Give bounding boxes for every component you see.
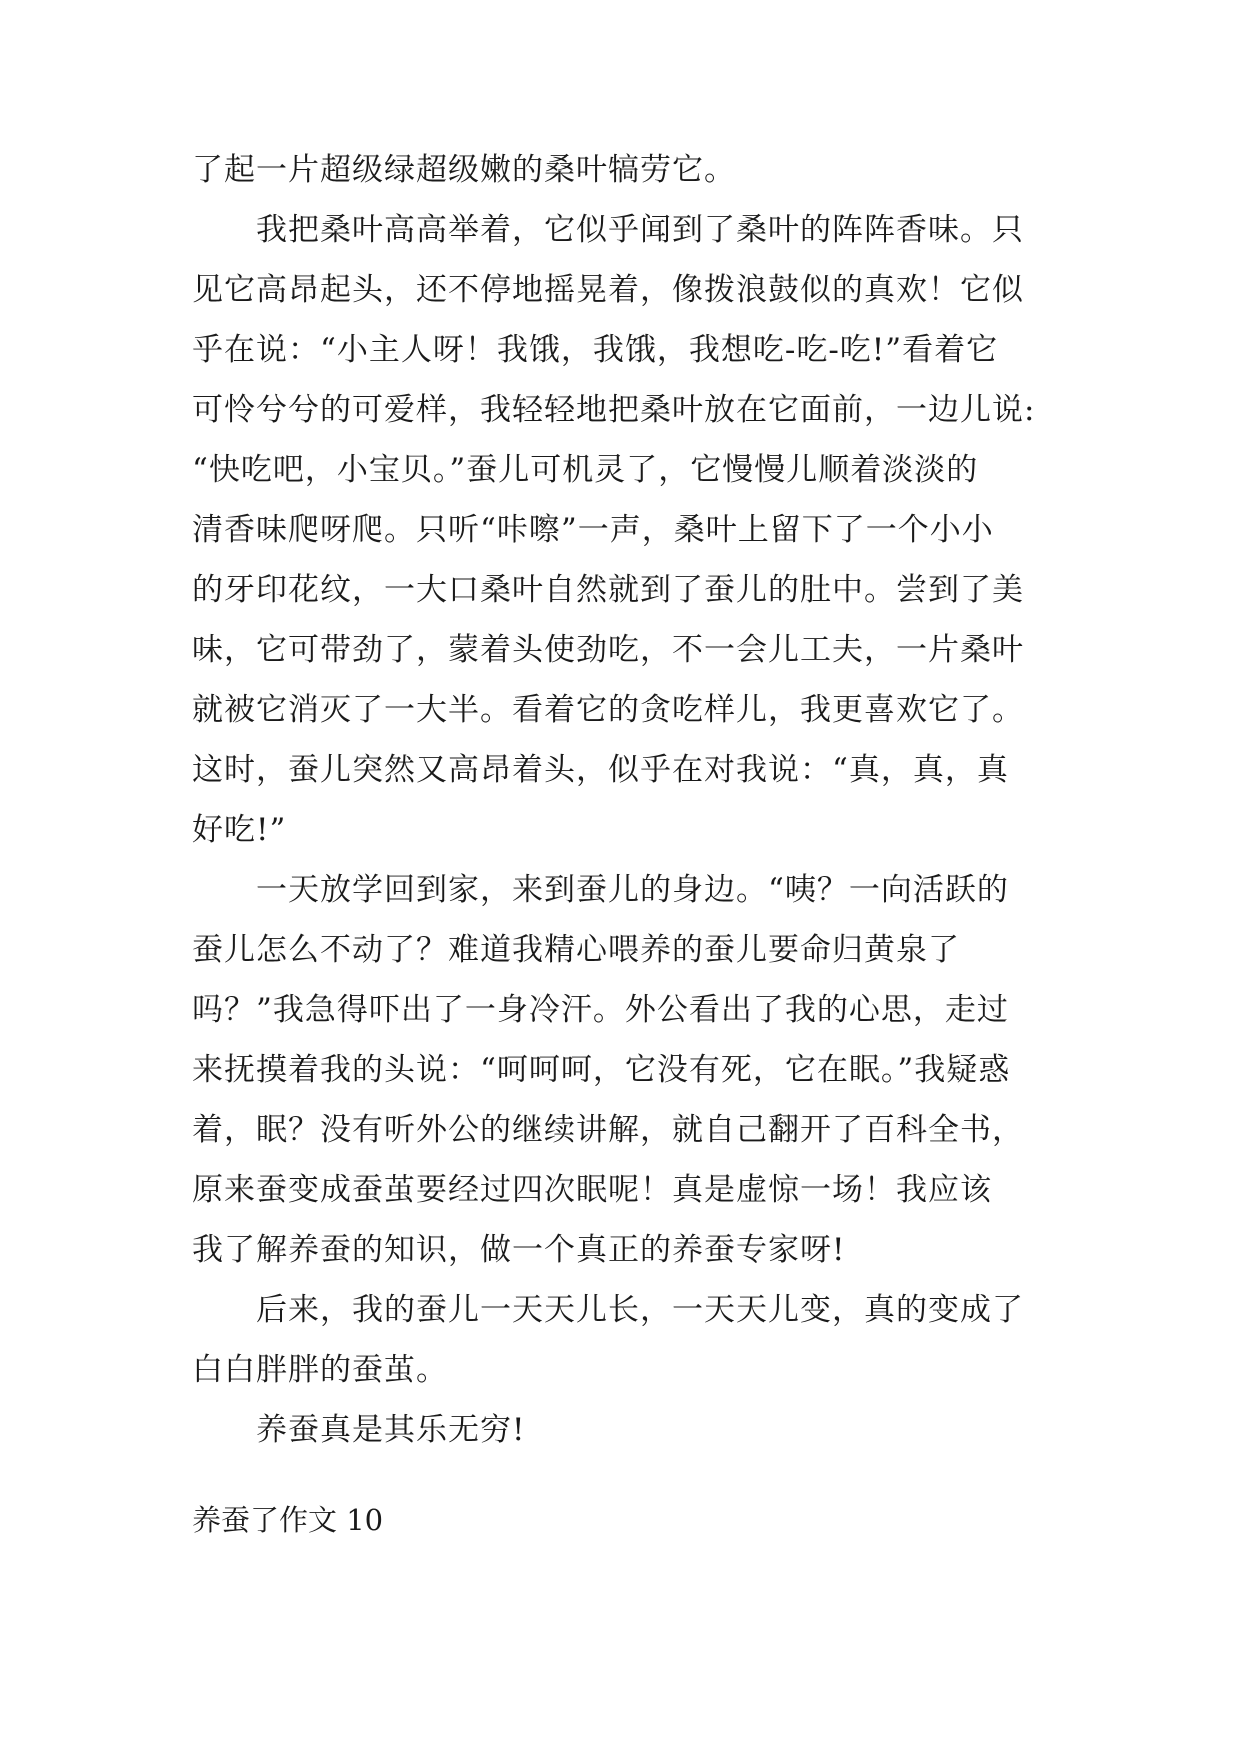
text-line: 见它高昂起头，还不停地摇晃着，像拨浪鼓似的真欢！它似 xyxy=(192,272,1024,308)
text-line: 一天放学回到家，来到蚕儿的身边。“咦？一向活跃的 xyxy=(256,872,1009,908)
text-line: “快吃吧，小宝贝。”蚕儿可机灵了，它慢慢儿顺着淡淡的 xyxy=(192,452,979,488)
text-line: 了起一片超级绿超级嫩的桑叶犒劳它。 xyxy=(192,152,736,188)
text-line: 清香味爬呀爬。只听“咔嚓”一声，桑叶上留下了一个小小 xyxy=(192,512,994,548)
text-line: 来抚摸着我的头说：“呵呵呵，它没有死，它在眠。”我疑惑 xyxy=(192,1052,1011,1088)
text-line: 这时，蚕儿突然又高昂着头，似乎在对我说：“真，真，真 xyxy=(192,752,1009,788)
text-line: 可怜兮兮的可爱样，我轻轻地把桑叶放在它面前，一边儿说: xyxy=(192,392,1036,428)
text-line: 蚕儿怎么不动了？难道我精心喂养的蚕儿要命归黄泉了 xyxy=(192,932,960,968)
text-line: 后来，我的蚕儿一天天儿长，一天天儿变，真的变成了 xyxy=(256,1292,1024,1328)
text-line: 就被它消灭了一大半。看着它的贪吃样儿，我更喜欢它了。 xyxy=(192,692,1024,728)
text-line: 我了解养蚕的知识，做一个真正的养蚕专家呀! xyxy=(192,1232,846,1268)
text-line: 吗？”我急得吓出了一身冷汗。外公看出了我的心思，走过 xyxy=(192,992,1009,1028)
text-line: 的牙印花纹，一大口桑叶自然就到了蚕儿的肚中。尝到了美 xyxy=(192,572,1024,608)
next-essay-title: 养蚕了作文 10 xyxy=(192,1503,384,1537)
text-line: 乎在说：“小主人呀！我饿，我饿，我想吃-吃-吃!”看着它 xyxy=(192,332,999,368)
text-line: 原来蚕变成蚕茧要经过四次眠呢！真是虚惊一场！我应该 xyxy=(192,1172,992,1208)
text-line: 养蚕真是其乐无穷! xyxy=(256,1412,526,1448)
text-line: 好吃!” xyxy=(192,812,287,848)
text-line: 味，它可带劲了，蒙着头使劲吃，不一会儿工夫，一片桑叶 xyxy=(192,632,1024,668)
text-line: 白白胖胖的蚕茧。 xyxy=(192,1352,448,1388)
text-line: 着，眠？没有听外公的继续讲解，就自己翻开了百科全书， xyxy=(192,1112,1024,1148)
text-line: 我把桑叶高高举着，它似乎闻到了桑叶的阵阵香味。只 xyxy=(256,212,1024,248)
